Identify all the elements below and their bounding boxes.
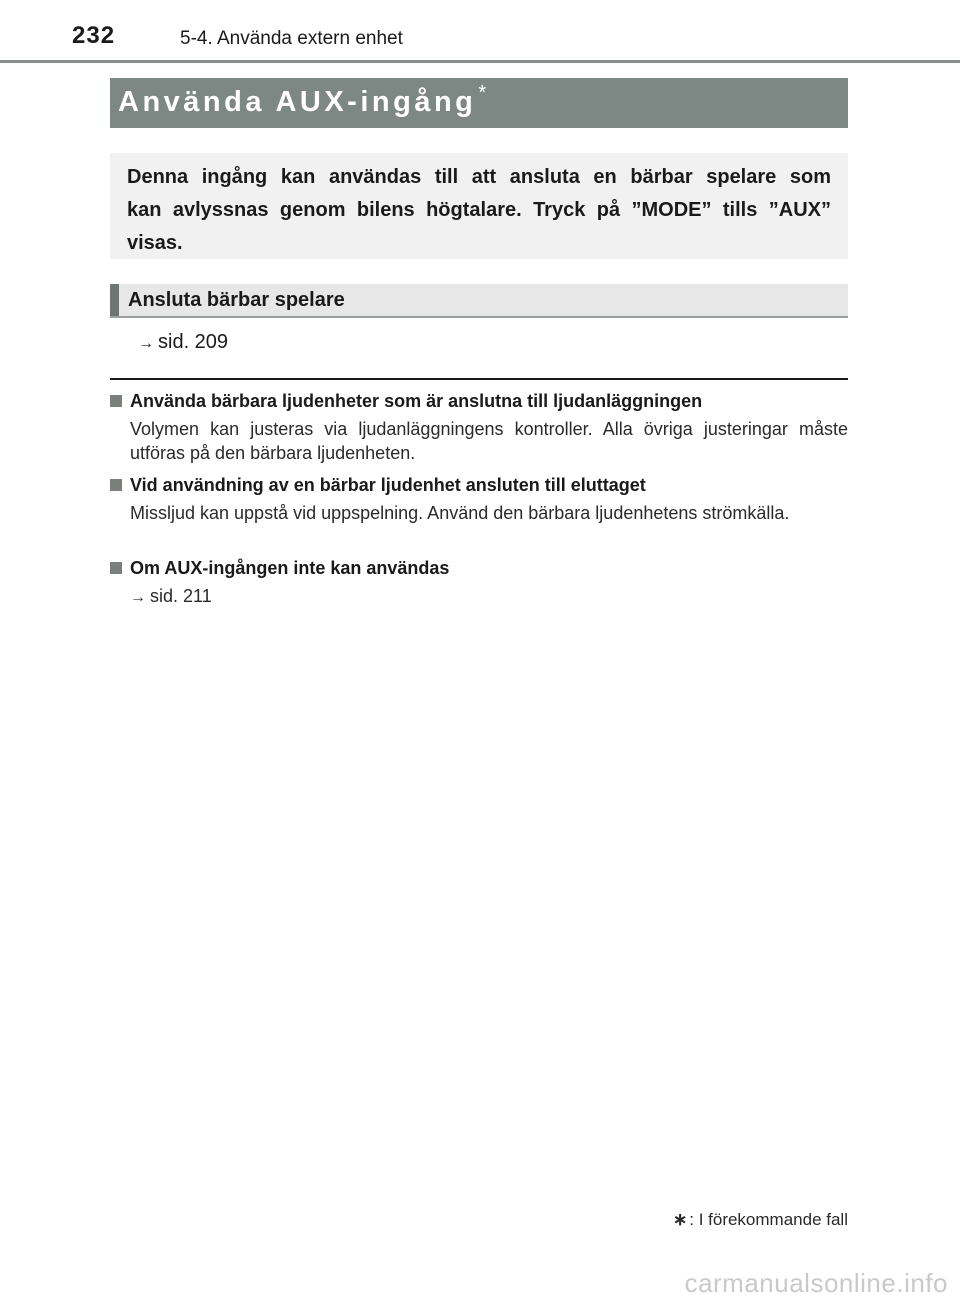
- section-label: 5-4. Använda extern enhet: [180, 28, 403, 49]
- arrow-right-icon: →: [138, 335, 154, 352]
- page-reference[interactable]: [138, 331, 228, 354]
- square-bullet-icon: [110, 562, 122, 574]
- page-number: 232: [72, 22, 116, 49]
- note-item: [110, 555, 848, 610]
- note-page-reference-text: sid. 211: [150, 586, 212, 606]
- note-heading-text: Om AUX-ingången inte kan användas: [130, 558, 450, 578]
- intro-box: [110, 153, 848, 259]
- title-bar: [110, 78, 848, 128]
- footnote-text: : I förekommande fall: [689, 1210, 848, 1229]
- square-bullet-icon: [110, 395, 122, 407]
- note-heading: [110, 472, 848, 498]
- page-title-text: Använda AUX-ingång: [118, 86, 477, 118]
- notes-divider: [110, 378, 848, 380]
- note-item: [110, 472, 848, 525]
- asterisk-marker: *: [478, 82, 487, 104]
- note-item: [110, 388, 848, 465]
- note-page-reference[interactable]: [130, 584, 848, 610]
- header-divider: [0, 60, 960, 63]
- note-heading-text: Använda bärbara ljudenheter som är anslutna till ljudanläggningen: [130, 391, 703, 411]
- subsection-heading: [110, 284, 848, 318]
- note-heading: [110, 388, 848, 414]
- arrow-right-icon: →: [130, 589, 146, 606]
- note-body: Missljud kan uppstå vid uppspelning. Använd den bärbara ljudenhetens strömkälla.: [130, 503, 790, 523]
- page-reference-text: sid. 209: [158, 331, 229, 353]
- subsection-title: Ansluta bärbar spelare: [128, 289, 345, 311]
- note-heading-text: Vid användning av en bärbar ljudenhet ansluten till eluttaget: [130, 475, 646, 495]
- note-body: Volymen kan justeras via ljudanläggningens kontroller. Alla övriga justeringar måste utföras på den bärbara ljudenheten.: [130, 419, 848, 463]
- square-bullet-icon: [110, 479, 122, 491]
- intro-text: Denna ingång kan användas till att ansluta en bärbar spelare som kan avlyssnas genom bilens högtalare. Tryck på ”MODE” tills ”AUX” visas.: [127, 166, 831, 254]
- subsection-accent-bar: [110, 284, 119, 316]
- note-heading: [110, 555, 848, 581]
- asterisk-icon: ∗: [673, 1210, 688, 1229]
- page-title: [118, 82, 487, 119]
- footnote: [673, 1210, 848, 1230]
- watermark: carmanualsonline.info: [684, 1268, 948, 1298]
